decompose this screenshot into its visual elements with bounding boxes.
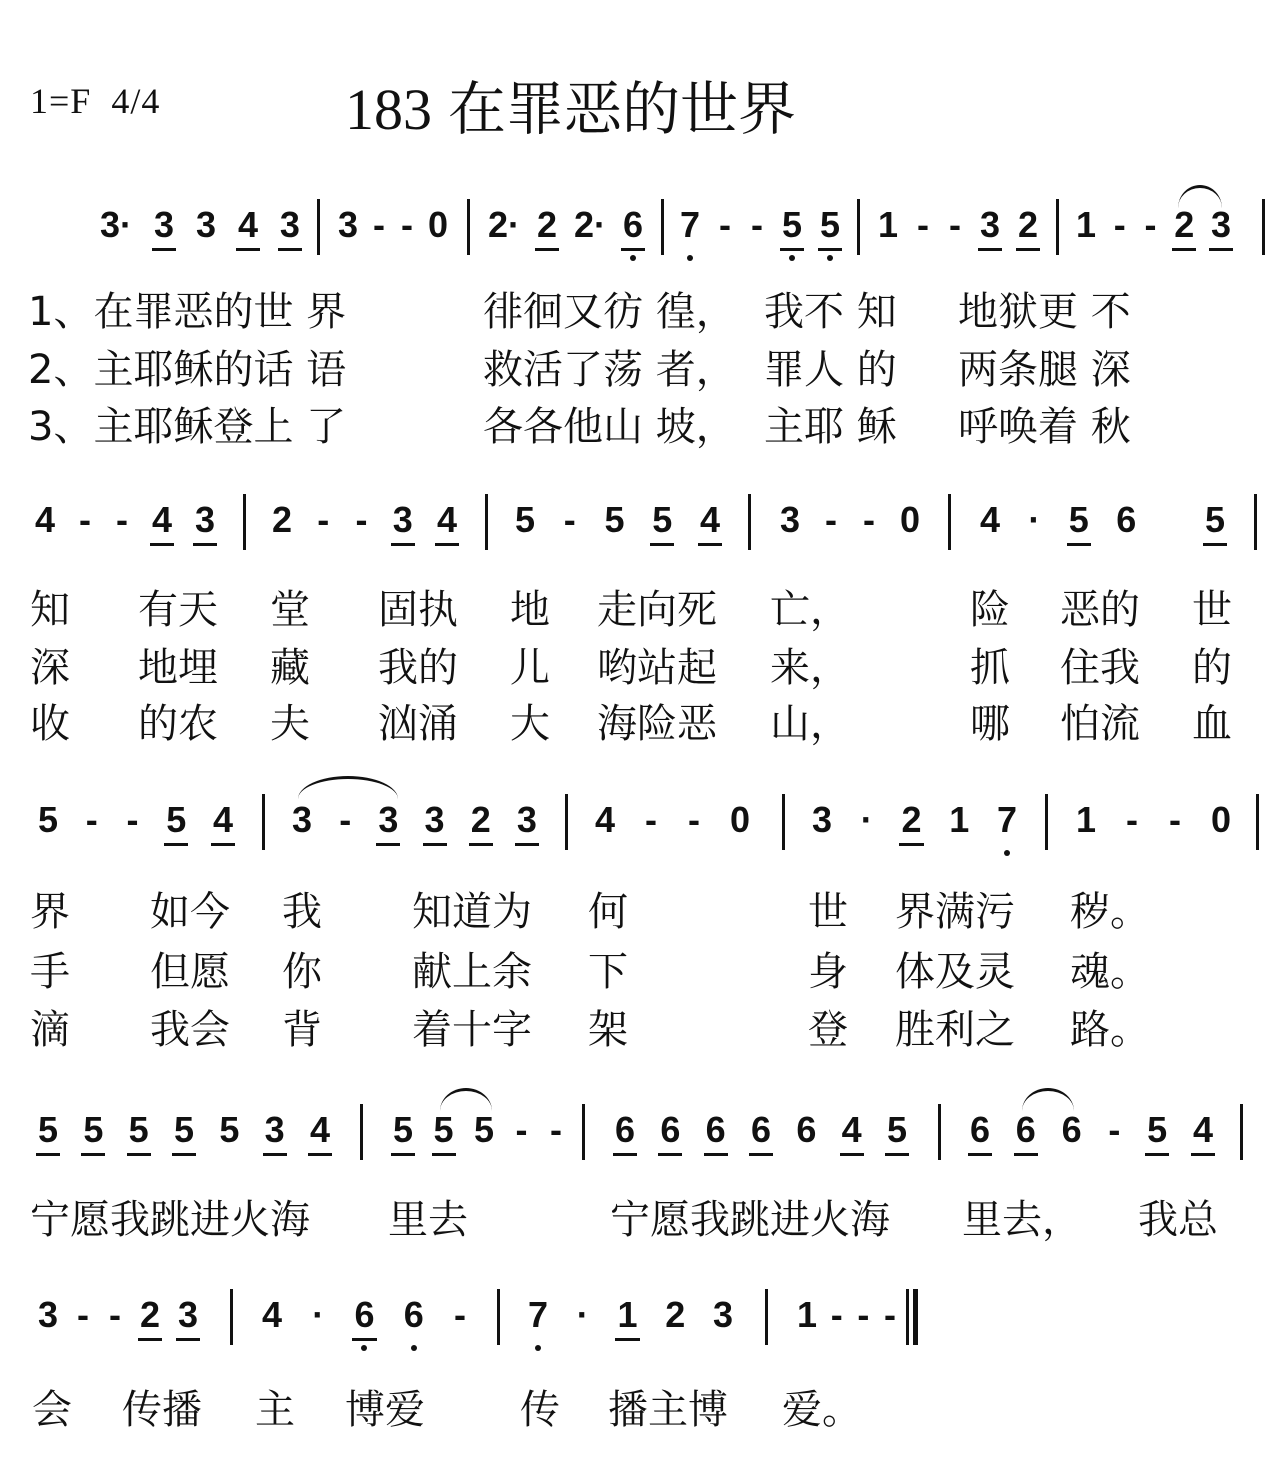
note: 5: [887, 1100, 907, 1150]
lyric-text: 献上余: [412, 949, 532, 995]
note: 5: [515, 499, 536, 540]
lyric-text: 怕流: [1060, 701, 1140, 747]
lyric-text: 何: [588, 889, 628, 935]
measure-5-4: [797, 1285, 897, 1355]
note: -: [85, 799, 98, 840]
measure-1-4: [680, 195, 840, 265]
note: 5: [166, 790, 186, 840]
note: 1: [949, 799, 970, 840]
note: 3: [1211, 195, 1231, 245]
measure-2-3: [515, 490, 720, 560]
key-signature: 1=F 4/4: [30, 81, 161, 121]
lyric-text: 秽。: [1070, 889, 1150, 935]
barline: [661, 199, 664, 255]
lyric-text: 的农: [138, 701, 218, 747]
note: -: [830, 1294, 843, 1335]
lyric-text: 堂: [270, 587, 310, 633]
measure-4-3: [615, 1100, 907, 1170]
barline: [948, 494, 951, 550]
note: 6: [404, 1285, 424, 1335]
measure-5-2: [262, 1285, 467, 1355]
barline: [782, 794, 785, 850]
note: 3: [425, 790, 445, 840]
note: 3·: [100, 204, 133, 245]
note: 3: [178, 1285, 198, 1335]
note: 5: [38, 799, 59, 840]
note: -: [1168, 799, 1181, 840]
notation-row: [0, 195, 1287, 265]
lyric-text: 我: [282, 889, 322, 935]
lyric-text: 来，: [770, 645, 850, 691]
lyric-text: 两条腿 深: [958, 347, 1131, 393]
lyric-text: 我不 知: [764, 289, 897, 335]
note: -: [862, 499, 875, 540]
barline: [1240, 1104, 1243, 1160]
measure-3-4: [812, 790, 1017, 860]
lyric-final: [0, 1378, 1287, 1434]
lyric-text: 哟站起: [597, 645, 717, 691]
lyric-text: 地狱更 不: [958, 289, 1131, 335]
note: -: [687, 799, 700, 840]
lyric-text: 爱。: [782, 1387, 862, 1433]
measure-1-3: [488, 195, 643, 265]
song-title: [345, 62, 796, 146]
note: 3: [195, 204, 216, 245]
lyric-text: 深: [30, 645, 70, 691]
lyric-text: 呼唤着 秋: [958, 404, 1131, 450]
note: 5: [474, 1109, 495, 1150]
lyric-text: 险: [970, 587, 1010, 633]
lyric-text: 会: [32, 1387, 72, 1433]
measure-5-3: [528, 1285, 733, 1355]
note: 6: [623, 195, 643, 245]
note: 4: [152, 490, 172, 540]
note: 1: [1076, 799, 1097, 840]
note: -: [77, 1294, 89, 1335]
lyric-text: 救活了荡 者，: [483, 347, 736, 393]
barline: [230, 1289, 233, 1345]
slur: [1178, 185, 1222, 208]
lyric-text: 夫: [270, 701, 310, 747]
note: -: [825, 499, 837, 540]
note: 4: [437, 490, 457, 540]
lyric-text: 路。: [1070, 1007, 1150, 1053]
note: 1: [1076, 204, 1097, 245]
barline: [748, 494, 751, 550]
note: -: [317, 499, 330, 540]
note: -: [1144, 204, 1157, 245]
barline: [497, 1289, 500, 1345]
lyric-text: 我的: [378, 645, 458, 691]
barline: [467, 199, 470, 255]
lyric-text: 藏: [270, 645, 310, 691]
measure-3-2: [292, 790, 537, 860]
note: 2: [665, 1294, 686, 1335]
measure-3-5: [1076, 790, 1231, 860]
barline: [243, 494, 246, 550]
lyric-text: 播主博: [608, 1387, 728, 1433]
note: 4: [595, 799, 616, 840]
note: 0: [729, 799, 750, 840]
lyric-text: 固执: [378, 587, 458, 633]
note: 7: [680, 195, 700, 245]
barline: [1262, 199, 1265, 255]
note: 3: [712, 1294, 733, 1335]
lyric-verse-2: [0, 338, 1287, 394]
lyric-text: 收: [30, 701, 70, 747]
note: 4: [842, 1100, 862, 1150]
note: -: [515, 1109, 528, 1150]
lyric-text: 着十字: [412, 1007, 532, 1053]
note: 6: [796, 1109, 817, 1150]
lyric-text: 你: [282, 949, 322, 995]
note: -: [355, 499, 368, 540]
lyric-text: 界: [30, 889, 70, 935]
lyric-text: 2、主耶稣的话 语: [28, 347, 347, 393]
notation-row: [0, 1285, 1287, 1355]
lyric-text: 山，: [770, 701, 850, 747]
lyric-text: 博爱: [345, 1387, 425, 1433]
note: 3: [154, 195, 174, 245]
note: 3: [780, 499, 801, 540]
barline: [360, 1104, 363, 1160]
note: 4: [980, 499, 1001, 540]
lyric-text: 知: [30, 587, 70, 633]
lyric-text: 住我: [1060, 645, 1140, 691]
note: -: [857, 1294, 870, 1335]
lyric-text: 传播: [122, 1387, 202, 1433]
note: 3: [265, 1100, 285, 1150]
note: 3: [393, 490, 413, 540]
note: 4: [310, 1100, 330, 1150]
note: -: [719, 204, 731, 245]
measure-2-2: [272, 490, 457, 560]
note: 4: [213, 790, 233, 840]
note: 5: [174, 1100, 194, 1150]
note: -: [339, 799, 352, 840]
note: 5: [1205, 490, 1225, 540]
lyric-verse-2: [0, 940, 1287, 996]
lyric-text: 如今: [150, 889, 230, 935]
note: 0: [899, 499, 920, 540]
measure-3-3: [595, 790, 750, 860]
song-number: 183: [345, 77, 432, 142]
note: -: [884, 1294, 896, 1335]
lyric-text: 有天: [138, 587, 218, 633]
note: 0: [1210, 799, 1231, 840]
note: -: [1108, 1109, 1121, 1150]
note: 0: [427, 204, 448, 245]
note: 3: [38, 1294, 59, 1335]
note: 6: [1016, 1100, 1036, 1150]
lyric-text: 宁愿我跳进火海: [610, 1197, 890, 1243]
note: 1: [797, 1294, 818, 1335]
note: -: [750, 204, 763, 245]
slur: [298, 776, 398, 799]
lyric-text: 胜利之: [895, 1007, 1015, 1053]
lyric-text: 但愿: [150, 949, 230, 995]
lyric-text: 里去，: [962, 1197, 1082, 1243]
note: 5: [604, 499, 625, 540]
lyric-text: 登: [808, 1007, 848, 1053]
lyric-text: 亡，: [770, 587, 850, 633]
lyric-text: 身: [808, 949, 848, 995]
notation-row: [0, 490, 1287, 560]
note: 6: [970, 1100, 990, 1150]
lyric-verse-1: [0, 280, 1287, 336]
slur: [440, 1088, 492, 1111]
note: 6: [615, 1100, 635, 1150]
note: 2: [901, 790, 921, 840]
lyric-text: 里去: [388, 1197, 468, 1243]
lyric-text: 宁愿我跳进火海: [30, 1197, 310, 1243]
lyric-verse-1: [0, 578, 1287, 634]
lyric-text: 主: [255, 1387, 295, 1433]
note: 3: [517, 790, 537, 840]
lyric-text: 哪: [970, 701, 1010, 747]
note: -: [917, 204, 929, 245]
barline: [1045, 794, 1048, 850]
lyric-text: 世: [1192, 587, 1232, 633]
note: 6: [1061, 1109, 1082, 1150]
note: -: [373, 204, 385, 245]
barline: [565, 794, 568, 850]
note: -: [108, 1294, 121, 1335]
note: ·: [860, 799, 873, 840]
final-barline: [906, 1289, 918, 1345]
slur: [1022, 1088, 1074, 1111]
lyric-text: 走向死: [597, 587, 717, 633]
note: 2: [1018, 195, 1038, 245]
note: ·: [576, 1294, 589, 1335]
note: 4: [700, 490, 720, 540]
note: -: [126, 799, 139, 840]
note: 5: [652, 490, 672, 540]
lyric-text: 地埋: [138, 645, 218, 691]
lyric-verse-3: [0, 395, 1287, 451]
note: 3: [338, 204, 359, 245]
note: 2: [140, 1285, 160, 1335]
lyric-text: 世: [808, 889, 848, 935]
lyric-text: 的: [1192, 645, 1232, 691]
measure-2-4: [780, 490, 920, 560]
lyric-text: 魂。: [1070, 949, 1150, 995]
note: 3: [195, 490, 215, 540]
note: 7: [997, 790, 1017, 840]
lyric-verse-3: [0, 692, 1287, 748]
lyric-text: 我总: [1138, 1197, 1218, 1243]
note: 7: [528, 1285, 548, 1335]
lyric-text: 传: [520, 1387, 560, 1433]
note: -: [549, 1109, 562, 1150]
note: 6: [1116, 499, 1137, 540]
note: 2: [1174, 195, 1194, 245]
note: 5: [782, 195, 802, 245]
note: 4: [262, 1294, 283, 1335]
lyric-text: 架: [588, 1007, 628, 1053]
measure-1-2: [338, 195, 448, 265]
song-title-text: 在罪恶的世界: [448, 75, 797, 143]
note: -: [79, 499, 91, 540]
lyric-text: 恶的: [1060, 587, 1140, 633]
lyric-verse-2: [0, 636, 1287, 692]
measure-2-5: [980, 490, 1225, 560]
note: 5: [820, 195, 840, 245]
barline: [1056, 199, 1059, 255]
note: 6: [660, 1100, 680, 1150]
measure-3-1: [38, 790, 233, 860]
note: 3: [292, 799, 313, 840]
note: 5: [434, 1100, 454, 1150]
lyric-text: 知道为: [412, 889, 532, 935]
lyric-verse-3: [0, 998, 1287, 1054]
lyric-text: 背: [282, 1007, 322, 1053]
barline: [1254, 494, 1257, 550]
note: 5: [393, 1100, 413, 1150]
note: 3: [980, 195, 1000, 245]
note: 2: [272, 499, 293, 540]
lyric-text: 我会: [150, 1007, 230, 1053]
note: -: [948, 204, 961, 245]
lyric-text: 体及灵: [895, 949, 1015, 995]
measure-2-1: [35, 490, 215, 560]
lyric-text: 海险恶: [597, 701, 717, 747]
lyric-text: 汹涌: [378, 701, 458, 747]
note: 5: [38, 1100, 58, 1150]
note: 3: [812, 799, 833, 840]
lyric-text: 儿: [510, 645, 550, 691]
note: -: [400, 204, 413, 245]
note: -: [645, 799, 657, 840]
note: 6: [751, 1100, 771, 1150]
note: -: [1126, 799, 1138, 840]
measure-4-4: [970, 1100, 1213, 1170]
lyric-text: 滴: [30, 1007, 70, 1053]
notation-row: [0, 1100, 1287, 1170]
note: 5: [1147, 1100, 1167, 1150]
note: 5: [129, 1100, 149, 1150]
lyric-text: 地: [510, 587, 550, 633]
barline: [582, 1104, 585, 1160]
note: 5: [219, 1109, 240, 1150]
lyric-text: 徘徊又彷 徨，: [483, 289, 736, 335]
barline: [938, 1104, 941, 1160]
note: 2: [471, 790, 491, 840]
lyric-text: 抓: [970, 645, 1010, 691]
note: -: [1113, 204, 1126, 245]
note: 1: [617, 1285, 637, 1335]
note: ·: [1028, 499, 1041, 540]
barline: [765, 1289, 768, 1345]
note: [1164, 490, 1178, 500]
note: 5: [1069, 490, 1089, 540]
lyric-text: 下: [588, 949, 628, 995]
note: -: [115, 499, 128, 540]
note: 3: [280, 195, 300, 245]
note: 2·: [488, 204, 521, 245]
note: ·: [312, 1294, 325, 1335]
note: 2·: [573, 204, 606, 245]
note: 4: [238, 195, 258, 245]
note: 5: [83, 1100, 103, 1150]
lyric-text: 血: [1192, 701, 1232, 747]
note: 6: [354, 1285, 374, 1335]
note: 1: [878, 204, 899, 245]
lyric-text: 界满污: [895, 889, 1015, 935]
lyric-refrain: [0, 1188, 1287, 1244]
note: -: [453, 1294, 466, 1335]
measure-4-1: [38, 1100, 330, 1170]
barline: [317, 199, 320, 255]
lyric-verse-1: [0, 880, 1287, 936]
measure-1-5: [878, 195, 1038, 265]
notation-row: [0, 790, 1287, 860]
lyric-text: 大: [510, 701, 550, 747]
barline: [485, 494, 488, 550]
note: 6: [706, 1100, 726, 1150]
note: 2: [537, 195, 557, 245]
lyric-text: 各各他山 坡，: [483, 404, 736, 450]
lyric-text: 罪人 的: [764, 347, 897, 393]
lyric-text: 手: [30, 949, 70, 995]
barline: [1256, 794, 1259, 850]
lyric-text: 主耶 稣: [764, 404, 897, 450]
lyric-text: 1、在罪恶的世 界: [28, 289, 347, 335]
barline: [262, 794, 265, 850]
note: 4: [35, 499, 56, 540]
measure-1-1: [100, 195, 300, 265]
lyric-text: 3、主耶稣登上 了: [28, 404, 347, 450]
note: -: [563, 499, 576, 540]
barline: [857, 199, 860, 255]
note: 4: [1193, 1100, 1213, 1150]
note: 3: [378, 790, 398, 840]
measure-5-1: [38, 1285, 198, 1355]
